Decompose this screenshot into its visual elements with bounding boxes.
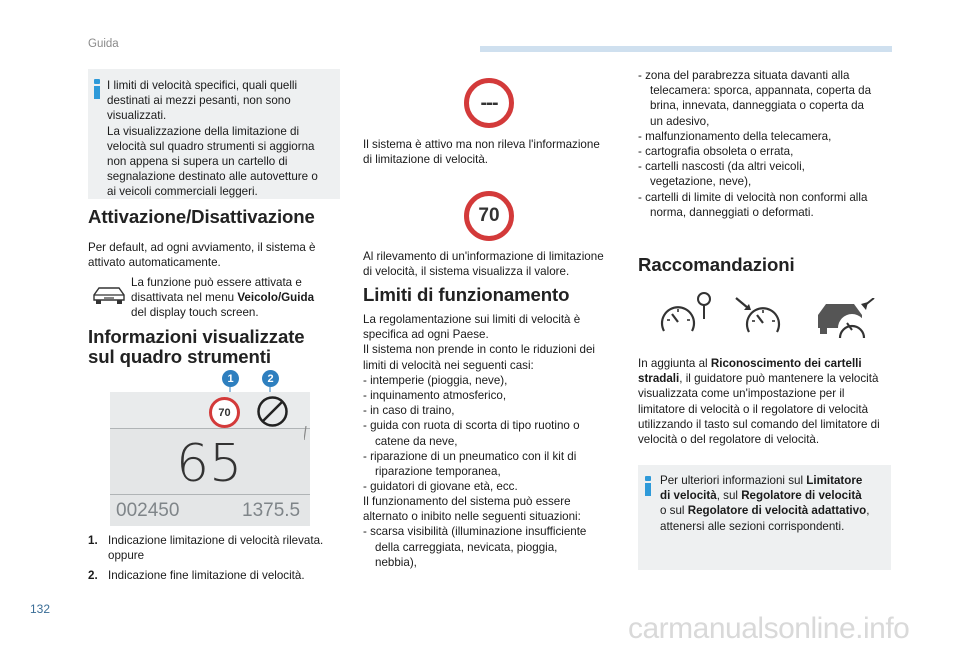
cluster-tick	[304, 426, 308, 440]
touchscreen-car-icon	[90, 283, 128, 309]
callout-2: 2	[262, 370, 279, 387]
disable-list-continued: - zona del parabrezza situata davanti alla telecamera: sporca, appannata, coperta da brina, innevata, danneggiata o coperta da un adesivo, - malfunzionamento della telecamera, - cartografia obsoleta o errata, - cartelli nascosti (da altri veicoli, vegetazione, neve), - cartelli di limite di velocità non conformi alla norma, danneggiati o deformati.	[638, 69, 872, 219]
watermark: carmanualsonline.info	[628, 612, 910, 645]
header-bar	[480, 46, 892, 52]
cluster-screen	[110, 392, 310, 526]
limits-text: La regolamentazione sui limiti di velocità è specifica ad ogni Paese. Il sistema non prende in conto le riduzioni dei limiti di velocità nei seguenti casi: - intemperie (pioggia, neve), - inquinamento atmosferico, - in caso di traino, - guida con ruota di scorta di tipo ruotino o catene da neve, - riparazione di un pneumatico con il kit di riparazione temporanea, - guidatori di giovane età, ecc.	[363, 313, 596, 494]
info-box-references	[638, 465, 891, 570]
end-limit-sign	[256, 395, 289, 428]
recommendations-text: In aggiunta al Riconoscimento dei cartelli stradali, il guidatore può mantenere la velocità visualizzata come un'impostazione per il limitatore di velocità o il regolatore di velocità utilizzando il tasto sul comando del limitatore di velocità o del regolatore di velocità.	[638, 357, 880, 447]
info-box-references-text: Per ulteriori informazioni sul Limitatore di velocità, sul Regolatore di velocità o sul Regolatore di velocità adattativo, attenersi alle sezioni corrispondenti.	[660, 474, 870, 533]
instrument-cluster-illustration	[110, 370, 310, 526]
cluster-speed-sign: 70	[209, 397, 240, 428]
legend-item-2: 2. Indicazione fine limitazione di velocità.	[88, 569, 305, 583]
info-box-limits	[88, 69, 340, 199]
legend-item-1: 1. Indicazione limitazione di velocità rilevata. oppure	[88, 534, 324, 563]
heading-limits: Limiti di funzionamento	[363, 284, 570, 305]
current-speed: 65	[176, 434, 243, 494]
default-text: Per default, ad ogni avviamento, il sistema è attivato automaticamente.	[88, 241, 316, 270]
heading-recommendations: Raccomandazioni	[638, 254, 795, 275]
disable-text: Il funzionamento del sistema può essere alternato o inibito nelle seguenti situazioni: - scarsa visibilità (illuminazione insufficiente della carreggiata, nevicata, pioggia, nebbia),	[363, 495, 587, 569]
info-icon	[94, 79, 100, 99]
speed-limiter-icon	[659, 291, 719, 337]
callout-1: 1	[222, 370, 239, 387]
inactive-text: Il sistema è attivo ma non rileva l'informazione di limitazione di velocità.	[363, 138, 600, 167]
cluster-bottom-divider	[110, 494, 310, 495]
no-speed-info-sign: ---	[464, 78, 514, 128]
detect-text: Al rilevamento di un'informazione di limitazione di velocità, il sistema visualizza il valore.	[363, 250, 604, 279]
section-title: Guida	[88, 38, 119, 50]
touchscreen-text: La funzione può essere attivata e disattivata nel menu Veicolo/Guida del display touch screen.	[131, 276, 315, 320]
odometer: 002450	[116, 500, 180, 521]
info-icon	[645, 476, 651, 496]
info-box-text: I limiti di velocità specifici, quali quelli destinati ai mezzi pesanti, non sono visualizzati. La visualizzazione della limitazione di velocità sul quadro strumenti si aggiorna non appena si supera un cartello di segnalazione destinato alle autovetture o ai veicoli commerciali leggeri.	[107, 79, 318, 199]
heading-activation: Attivazione/Disattivazione	[88, 206, 315, 227]
heading-cluster-info: Informazioni visualizzate sul quadro strumenti	[88, 326, 305, 367]
trip-meter: 1375.5	[242, 500, 301, 521]
page-number: 132	[30, 602, 51, 616]
legend	[88, 533, 348, 584]
adaptive-cruise-icon	[814, 298, 876, 340]
speed-limit-sign: 70	[464, 191, 514, 241]
cruise-control-icon	[734, 296, 784, 338]
